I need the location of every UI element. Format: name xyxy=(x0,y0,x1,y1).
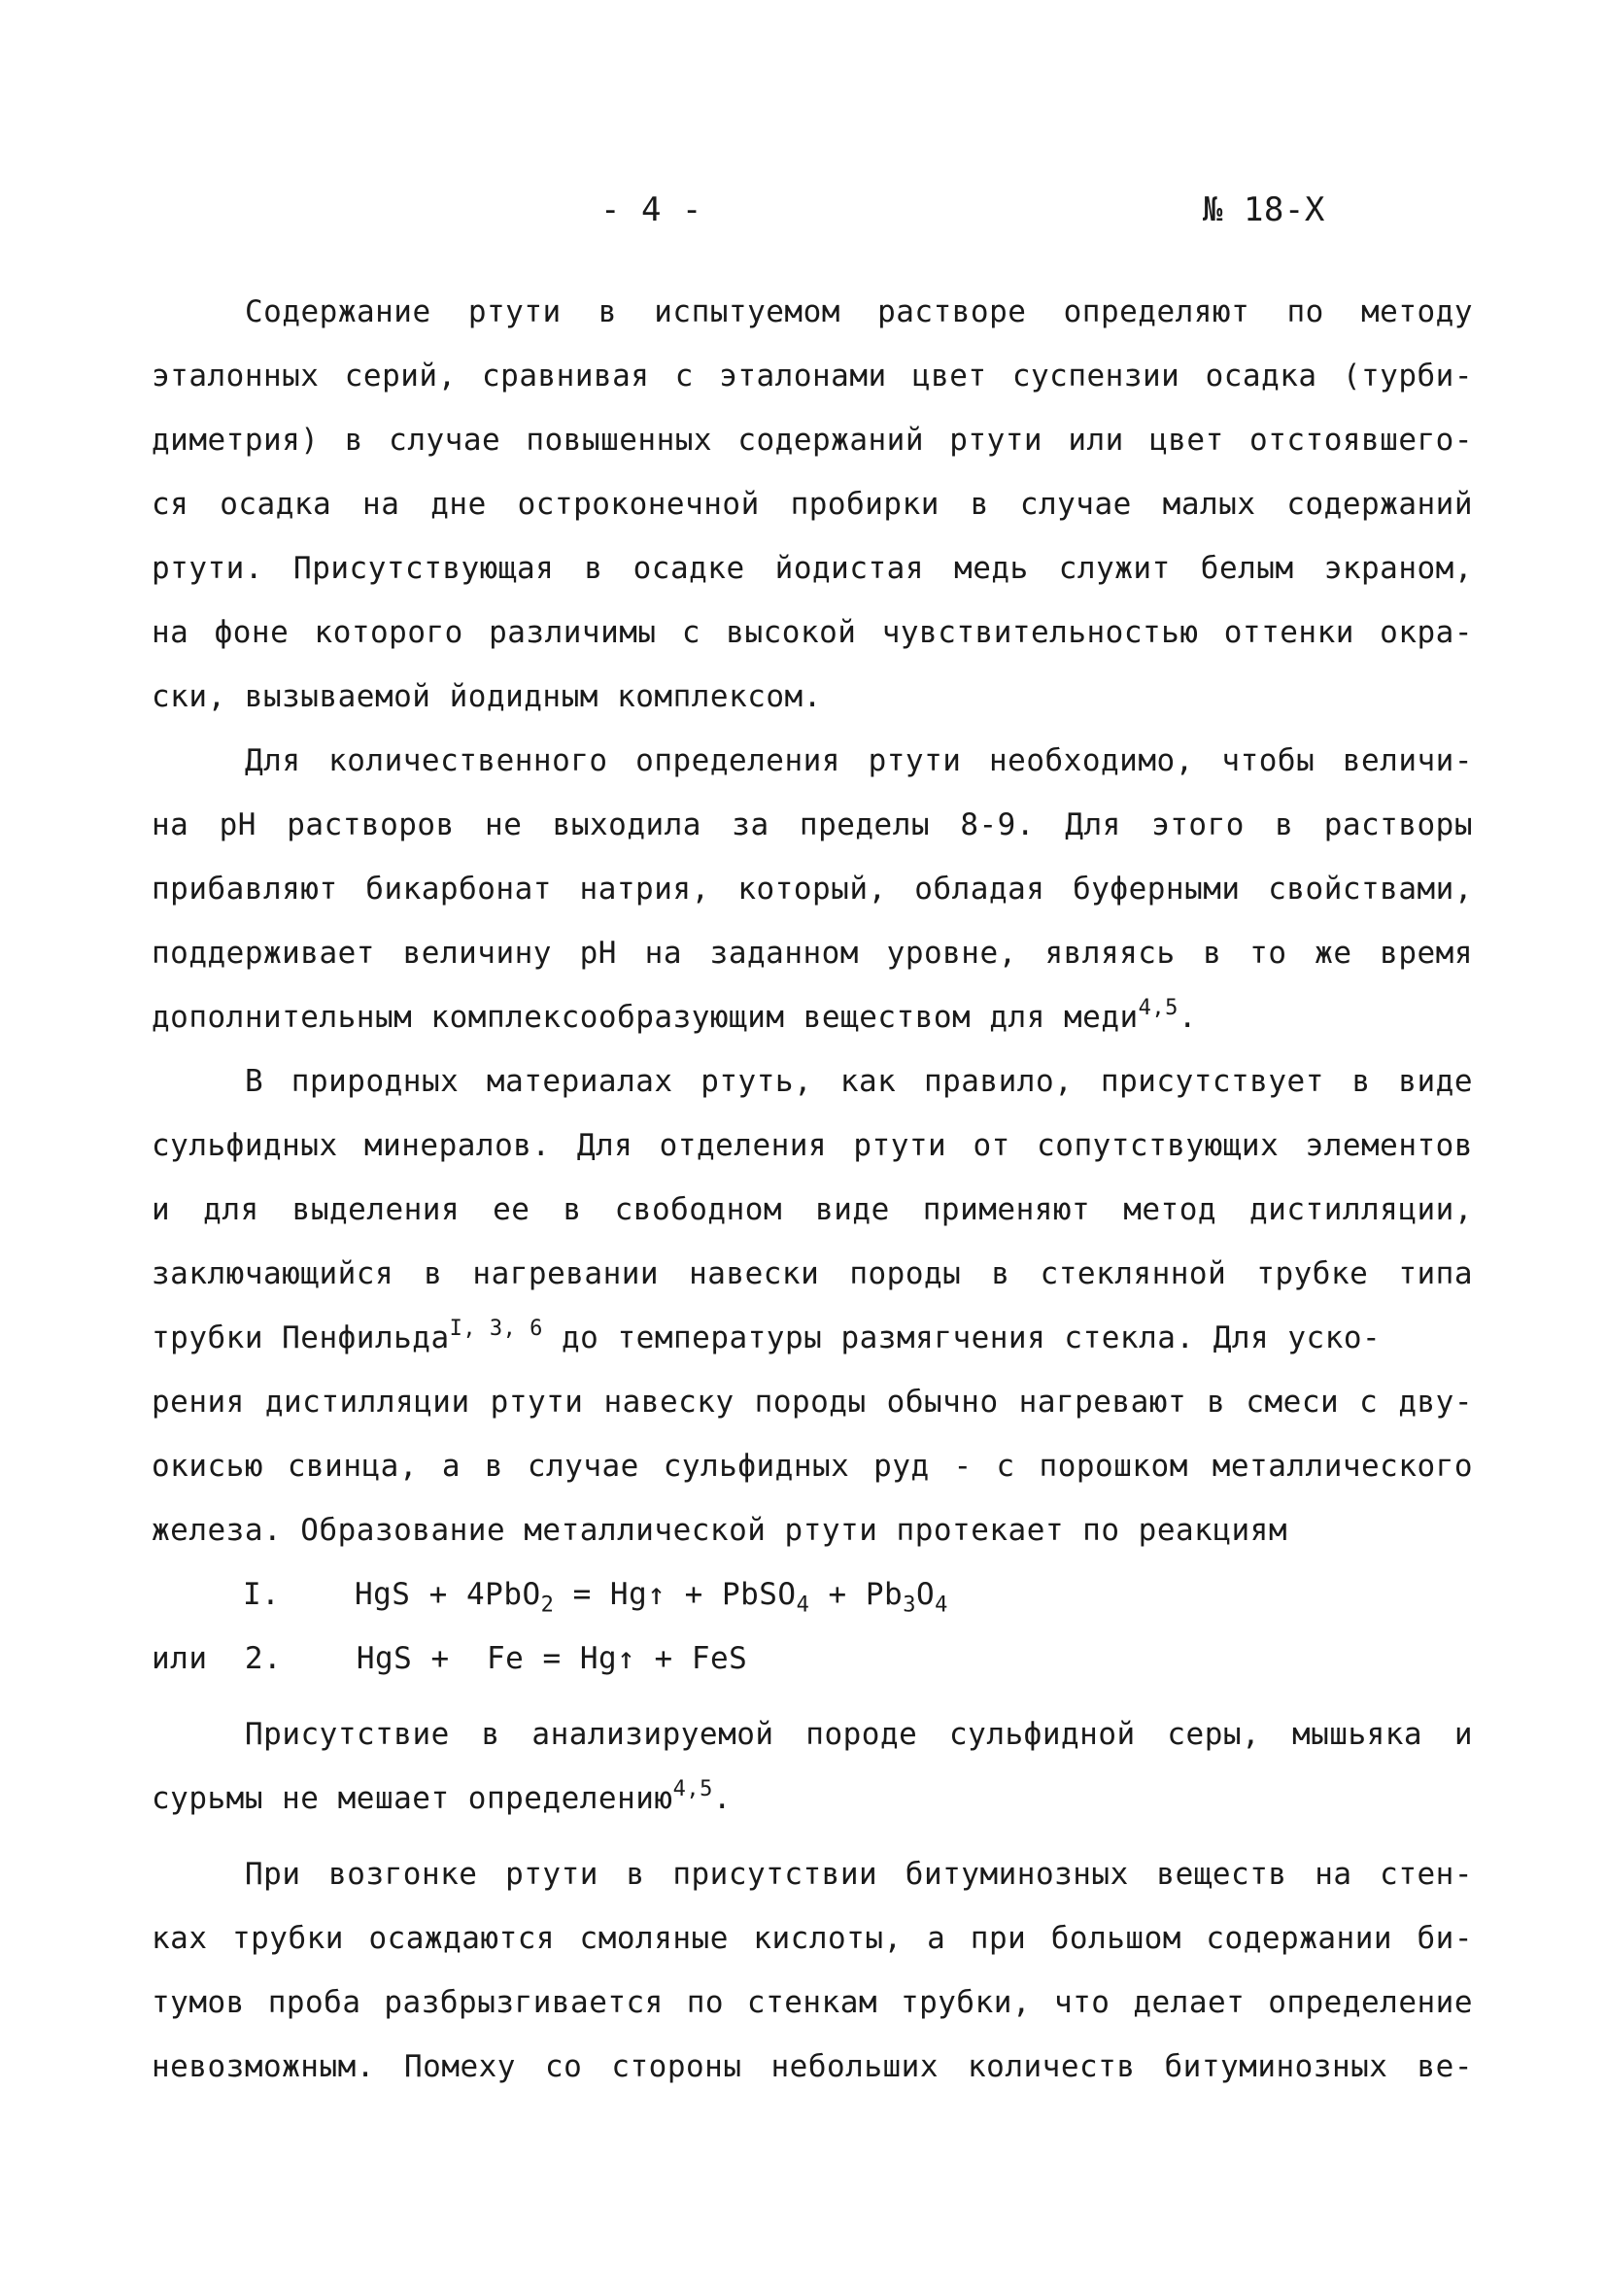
p2-line-2: на pH растворов не выходила за пределы 8-9. Для этого в растворы xyxy=(152,807,1473,842)
p2-line-1: Для количественного определения ртути необходимо, чтобы величи- xyxy=(245,743,1473,778)
reaction-2-plus-1: + xyxy=(430,1641,450,1676)
reaction-2-plus-2: + xyxy=(654,1641,673,1676)
p3-line-4: заключающийся в нагревании навески породы в стеклянной трубке типа xyxy=(152,1256,1473,1291)
reaction-2-hgs: HgS xyxy=(356,1641,413,1676)
p4-line-2-text: сурьмы не мешает определению xyxy=(152,1781,673,1816)
reaction-1-plus-1: + xyxy=(428,1577,448,1612)
p1-line-5: ртути. Присутствующая в осадке йодистая медь служит белым экраном, xyxy=(152,551,1473,586)
p3-line-3: и для выделения ее в свободном виде применяют метод дистилляции, xyxy=(152,1192,1473,1227)
p5-line-1: При возгонке ртути в присутствии битуминозных веществ на стен- xyxy=(245,1857,1473,1892)
p4-line-1: Присутствие в анализируемой породе сульфидной серы, мышьяка и xyxy=(245,1717,1473,1752)
p5-line-2: ках трубки осаждаются смоляные кислоты, а при большом содержании би- xyxy=(152,1921,1473,1956)
reaction-1-pbo2: 4PbO$_2$ xyxy=(466,1577,555,1618)
page-number: - 4 - xyxy=(600,190,702,229)
reaction-1-pb3o4: $Pb_3O_4$ xyxy=(865,1577,948,1618)
p3-line-8: железа. Образование металлической ртути протекает по реакциям xyxy=(152,1513,1287,1548)
p5-line-4: невозможным. Помеху со стороны небольших количеств битуминозных ве- xyxy=(152,2049,1473,2084)
page-header xyxy=(0,190,1606,239)
p4-end: . xyxy=(712,1781,733,1816)
reaction-2-arrow: ↑ xyxy=(617,1641,636,1676)
p1-line-1: Содержание ртути в испытуемом растворе определяют по методу xyxy=(245,294,1473,329)
reaction-1-pbso4: PbSO$_4$ xyxy=(721,1577,810,1618)
reaction-1-equals: = xyxy=(572,1577,592,1612)
p3-line-2: сульфидных минералов. Для отделения ртути от сопутствующих элементов xyxy=(152,1128,1473,1163)
reaction-1-hgs: HgS xyxy=(354,1577,411,1612)
p2-line-3: прибавляют бикарбонат натрия, который, обладая буферными свойствами, xyxy=(152,872,1473,907)
p3-line-5-start: трубки Пенфильда xyxy=(152,1320,450,1355)
p5-line-3: тумов проба разбрызгивается по стенкам трубки, что делает определение xyxy=(152,1985,1473,2020)
p1-line-6: на фоне которого различимы с высокой чувствительностью оттенки окра- xyxy=(152,615,1473,650)
reaction-2-equals: = xyxy=(542,1641,562,1676)
p3-line-5 xyxy=(152,1306,1473,1370)
reaction-1-number: I. xyxy=(243,1577,281,1612)
reaction-2-prefix: или xyxy=(152,1641,208,1676)
p3-line-7: окисью свинца, а в случае сульфидных руд - с порошком металлического xyxy=(152,1449,1473,1484)
reaction-1-plus-2: + xyxy=(684,1577,703,1612)
p2-line-4: поддерживает величину pH на заданном уровне, являясь в то же время xyxy=(152,936,1473,971)
reaction-1-plus-3: + xyxy=(828,1577,847,1612)
p2-line-5 xyxy=(152,985,1473,1049)
p2-line-5-text: дополнительным комплексообразующим веществом для меди xyxy=(152,1000,1139,1035)
p1-line-4: ся осадка на дне остроконечной пробирки в случае малых содержаний xyxy=(152,487,1473,522)
reaction-1-hg: Hg xyxy=(609,1577,648,1612)
p4-line-2 xyxy=(152,1766,1473,1831)
p1-line-7: ски, вызываемой йодидным комплексом. xyxy=(152,679,822,714)
reaction-2-number: 2. xyxy=(244,1641,283,1676)
p3-line-1: В природных материалах ртуть, как правило, присутствует в виде xyxy=(245,1064,1473,1099)
p3-line-5-end: до температуры размягчения стекла. Для уско- xyxy=(542,1320,1382,1355)
p2-end: . xyxy=(1178,1000,1198,1035)
reaction-2-fe: Fe xyxy=(486,1641,525,1676)
reaction-1 xyxy=(243,1562,948,1627)
p4-reference: 4,5 xyxy=(672,1776,713,1801)
reaction-2-fes: FeS xyxy=(691,1641,748,1676)
document-number: № 18-Х xyxy=(1203,190,1325,229)
reaction-2 xyxy=(152,1627,747,1691)
reaction-2-hg: Hg xyxy=(579,1641,618,1676)
reaction-1-arrow: ↑ xyxy=(647,1577,666,1612)
p1-line-3: диметрия) в случае повышенных содержаний ртути или цвет отстоявшего- xyxy=(152,423,1473,458)
p2-reference: 4,5 xyxy=(1138,995,1179,1020)
p3-line-6: рения дистилляции ртути навеску породы обычно нагревают в смеси с дву- xyxy=(152,1385,1473,1420)
p3-reference: I, 3, 6 xyxy=(449,1316,543,1341)
p1-line-2: эталонных серий, сравнивая с эталонами цвет суспензии осадка (турби- xyxy=(152,359,1473,394)
